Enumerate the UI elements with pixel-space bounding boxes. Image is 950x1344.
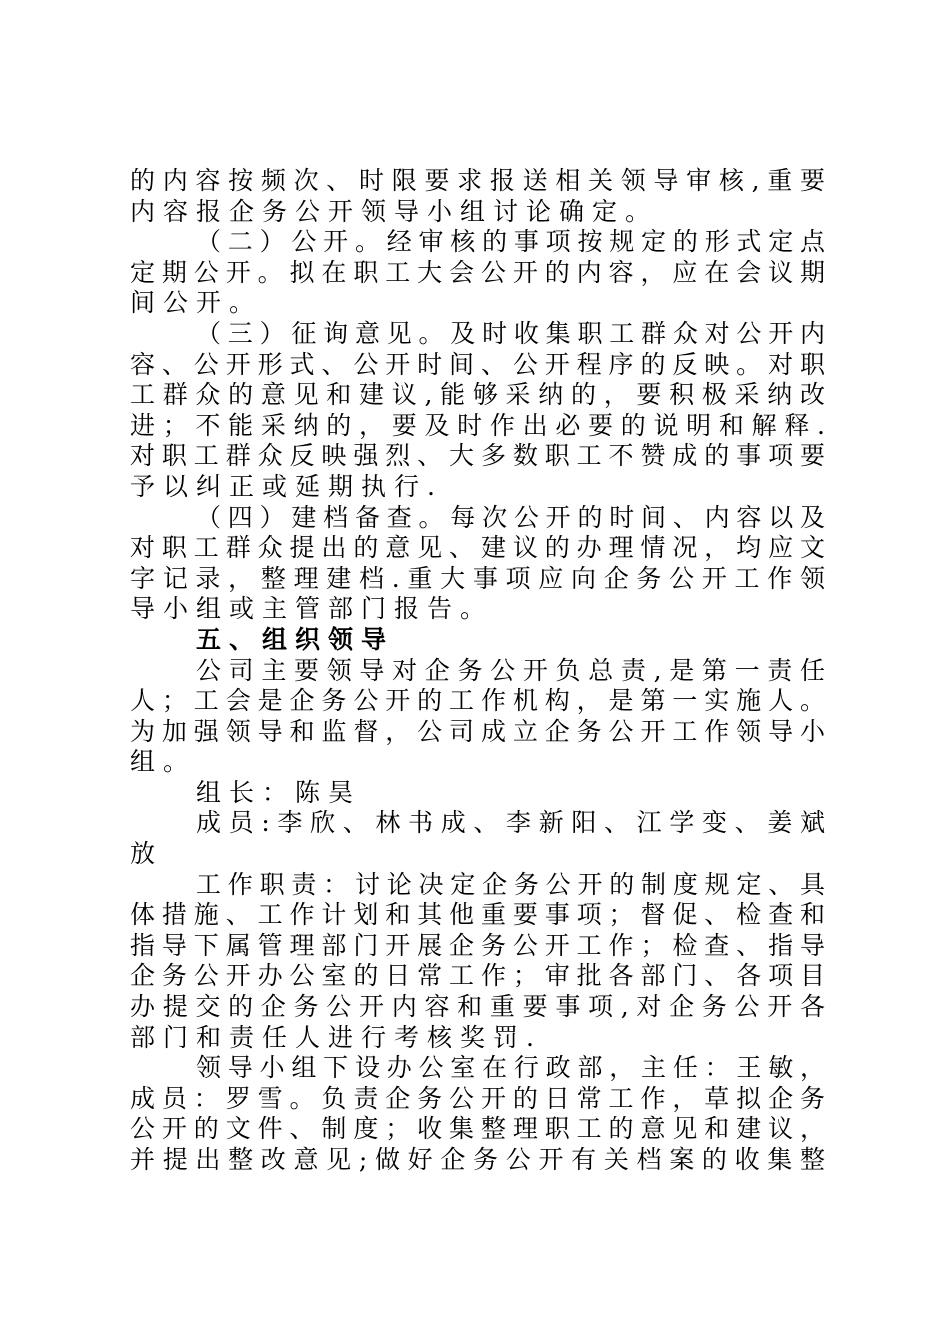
- text-line: 定期公开。拟在职工大会公开的内容，应在会议期: [130, 257, 827, 287]
- section-heading-organization: 五、组织领导: [196, 624, 395, 654]
- text-line: 予以纠正或延期执行.: [130, 471, 443, 501]
- text-line: 工群众的意见和建议,能够采纳的，要积极采纳改: [130, 380, 827, 410]
- document-page: [130, 166, 827, 1176]
- text-line: 办提交的企务公开内容和重要事项,对企务公开各: [130, 992, 827, 1022]
- text-line: 企务公开办公室的日常工作；审批各部门、各项目: [130, 961, 827, 991]
- team-leader-line: 组长：陈昊: [196, 777, 362, 807]
- text-line: 公开的文件、制度；收集整理职工的意见和建议，: [130, 1114, 827, 1144]
- text-line: 人；工会是企务公开的工作机构，是第一实施人。: [130, 686, 827, 716]
- text-line: 对职工群众反映强烈、大多数职工不赞成的事项要: [130, 441, 827, 471]
- text-line: 指导下属管理部门开展企务公开工作；检查、指导: [130, 930, 827, 960]
- text-line: 成员：罗雪。负责企务公开的日常工作，草拟企务: [130, 1083, 827, 1113]
- text-line: 为加强领导和监督，公司成立企务公开工作领导小: [130, 716, 827, 746]
- text-line: 体措施、工作计划和其他重要事项；督促、检查和: [130, 900, 827, 930]
- text-line: 放: [130, 839, 164, 869]
- text-line: 部门和责任人进行考核奖罚.: [130, 1022, 542, 1052]
- text-line: 公司主要领导对企务公开负总责,是第一责任: [196, 655, 827, 685]
- text-line: 对职工群众提出的意见、建议的办理情况，均应文: [130, 533, 827, 563]
- paragraph-heading-consult: （三）征询意见。及时收集职工群众对公开内: [196, 318, 827, 348]
- duties-paragraph-start: 工作职责：讨论决定企务公开的制度规定、具: [196, 869, 827, 899]
- text-line: 进；不能采纳的，要及时作出必要的说明和解释.: [130, 410, 827, 440]
- text-line: 组。: [130, 747, 197, 777]
- text-line: 并提出整改意见;做好企务公开有关档案的收集整: [130, 1145, 827, 1174]
- text-line: 导小组或主管部门报告。: [130, 594, 494, 624]
- team-members-line: 成员:李欣、林书成、李新阳、江学变、姜斌: [196, 808, 827, 838]
- text-line: 间公开。: [130, 288, 263, 318]
- paragraph-heading-publish: （二）公开。经审核的事项按规定的形式定点: [196, 227, 827, 257]
- text-line: 字记录，整理建档.重大事项应向企务公开工作领: [130, 563, 827, 593]
- text-line: 容、公开形式、公开时间、公开程序的反映。对职: [130, 349, 827, 379]
- office-paragraph-start: 领导小组下设办公室在行政部，主任：王敏，: [196, 1053, 827, 1083]
- paragraph-heading-archive: （四）建档备查。每次公开的时间、内容以及: [196, 502, 827, 532]
- text-line: 的内容按频次、时限要求报送相关领导审核,重要: [130, 166, 827, 195]
- text-line: 内容报企务公开领导小组讨论确定。: [130, 196, 659, 226]
